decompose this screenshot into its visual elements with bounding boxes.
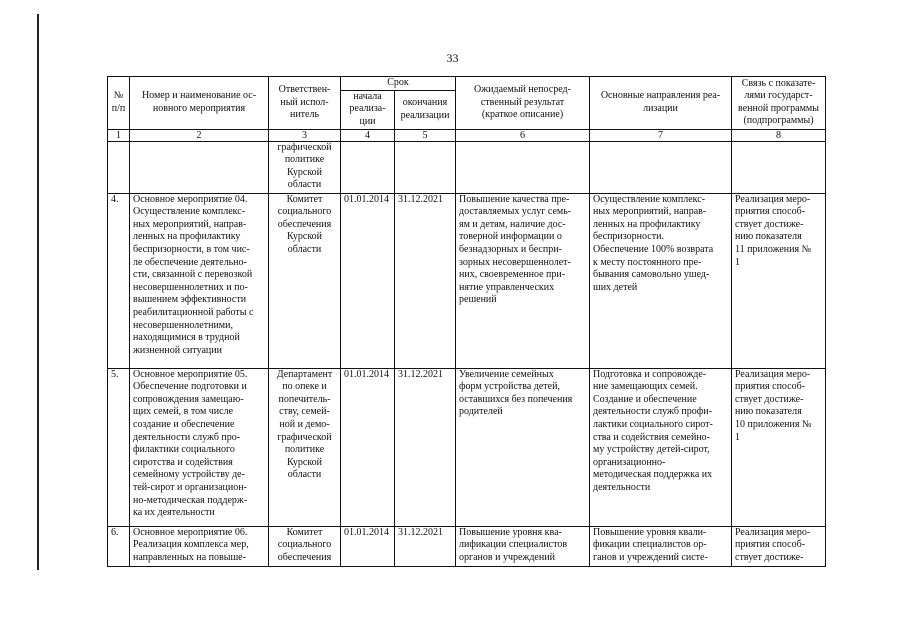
header-num <box>108 77 130 130</box>
header-start <box>341 90 395 129</box>
header-result-text: Ожидаемый непосред- ственный результат (краткое описание) <box>474 83 571 121</box>
row-end: 31.12.2021 <box>395 193 456 368</box>
row-end: 31.12.2021 <box>395 368 456 526</box>
header-link-text: Связь с показате- лями государст- венной программы (подпрограммы) <box>738 77 819 127</box>
row-directions: Осуществление комплекс- ных мероприятий, направ- ленных на профилактику беспризорности. Обеспечение 100% возврата к месту постоянного пре- бывания самовольно ушед- ших детей <box>590 193 732 368</box>
column-number-row <box>108 129 826 141</box>
row-start <box>341 141 395 193</box>
column-number: 2 <box>130 129 269 141</box>
column-number: 6 <box>456 129 590 141</box>
left-margin-line <box>37 14 39 639</box>
row-directions: Повышение уровня квали- фикации специалистов ор- ганов и учреждений систе- <box>590 526 732 566</box>
row-executor: Департамент по опеке и попечитель- ству, семей- ной и демо- графической политике Курской области <box>269 368 341 526</box>
row-link: Реализация меро- приятия способ- ствует достиже- <box>732 526 826 566</box>
table-row <box>108 526 826 566</box>
row-start: 01.01.2014 <box>341 368 395 526</box>
row-end: 31.12.2021 <box>395 526 456 566</box>
header-start-text: начала реализа- ции <box>349 90 386 127</box>
row-executor: Комитет социального обеспечения Курской области <box>269 193 341 368</box>
row-name: Основное мероприятие 05. Обеспечение подготовки и сопровождения замещаю- щих семей, в том числе создание и обеспечение деятельности служб про- филактики социального сиротства и содействия семейному устройству де- тей-сирот и организацион- но-методическая поддерж- ка их деятельности <box>130 368 269 526</box>
row-link: Реализация меро- приятия способ- ствует достиже- нию показателя 11 приложения № 1 <box>732 193 826 368</box>
table-row <box>108 368 826 526</box>
table-row <box>108 141 826 193</box>
header-directions-text: Основные направления реа- лизации <box>600 90 721 114</box>
table-row <box>108 193 826 368</box>
row-num: 4. <box>108 193 130 368</box>
header-name-text: Номер и наименование ос- новного мероприятия <box>141 90 257 114</box>
row-link: Реализация меро- приятия способ- ствует достиже- нию показателя 10 приложения № 1 <box>732 368 826 526</box>
header-srok-text: Срок <box>387 77 409 88</box>
page-bottom-area <box>0 570 905 640</box>
column-number: 1 <box>108 129 130 141</box>
header-name <box>130 77 269 130</box>
row-result: Повышение уровня ква- лификации специалистов органов и учреждений <box>456 526 590 566</box>
row-result <box>456 141 590 193</box>
header-end-text: окончания реализации <box>400 97 450 121</box>
page-number: 33 <box>446 51 459 65</box>
column-number: 5 <box>395 129 456 141</box>
row-name <box>130 141 269 193</box>
header-result <box>456 77 590 130</box>
row-num <box>108 141 130 193</box>
row-num: 5. <box>108 368 130 526</box>
row-name: Основное мероприятие 04. Осуществление комплекс- ных мероприятий, направ- ленных на профилактику беспризорности, в том чис- ле обеспечение деятельно- сти, связанной с перевозкой несовершеннолетних и по- вышением эффективности реабилитационной работы с несовершеннолетними, находящимися в трудной жизненной ситуации <box>130 193 269 368</box>
header-srok <box>341 77 456 91</box>
row-executor: графической политике Курской области <box>269 141 341 193</box>
column-number: 3 <box>269 129 341 141</box>
header-executor <box>269 77 341 130</box>
row-start: 01.01.2014 <box>341 526 395 566</box>
header-executor-text: Ответствен- ный испол- нитель <box>278 83 331 121</box>
row-link <box>732 141 826 193</box>
row-executor: Комитет социального обеспечения <box>269 526 341 566</box>
column-number: 7 <box>590 129 732 141</box>
header-link <box>732 77 826 130</box>
header-directions <box>590 77 732 130</box>
column-number: 8 <box>732 129 826 141</box>
row-directions: Подготовка и сопровожде- ние замещающих семей. Создание и обеспечение деятельности служб профи- лактики социального сирот- ства и содействия семейно- му устройству детей-сирот, организационно- методическая поддержка их деятельности <box>590 368 732 526</box>
row-result: Повышение качества пре- доставляемых услуг семь- ям и детям, наличие дос- товерной информации о безнадзорных и беспри- зорных несовершеннолет- них, своевременное при- нятие управленческих решений <box>456 193 590 368</box>
header-end <box>395 90 456 129</box>
activities-table <box>107 76 826 567</box>
row-result: Увеличение семейных форм устройства детей, оставшихся без попечения родителей <box>456 368 590 526</box>
column-number: 4 <box>341 129 395 141</box>
header-num-text: № п/п <box>111 90 126 114</box>
row-num: 6. <box>108 526 130 566</box>
row-end <box>395 141 456 193</box>
row-name: Основное мероприятие 06. Реализация комплекса мер, направленных на повыше- <box>130 526 269 566</box>
row-start: 01.01.2014 <box>341 193 395 368</box>
row-directions <box>590 141 732 193</box>
